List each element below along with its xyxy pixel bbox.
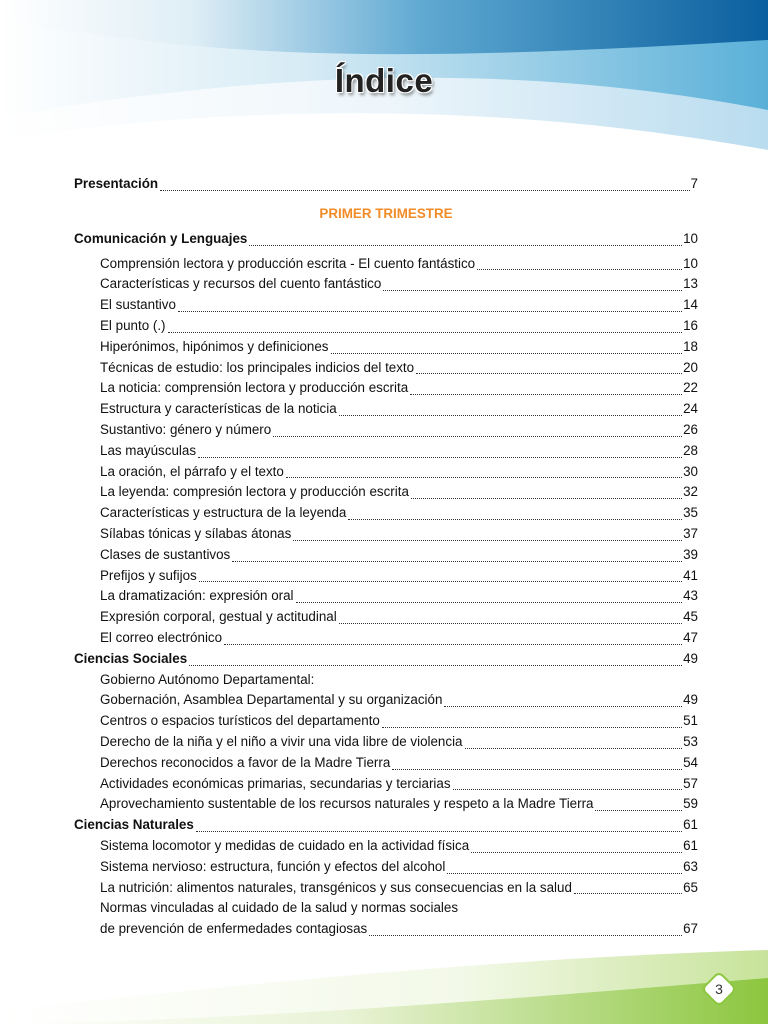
leader-dots — [339, 409, 682, 416]
toc-subentry-page: 32 — [683, 484, 698, 500]
leader-dots — [198, 451, 682, 458]
toc-subentry[interactable] — [74, 399, 698, 420]
toc-subentry[interactable] — [74, 690, 698, 711]
toc-subentry-page: 54 — [683, 754, 698, 770]
toc-entry-page: 61 — [683, 817, 698, 833]
leader-dots — [224, 638, 682, 645]
toc-entry-label: Ciencias Sociales — [74, 650, 188, 666]
toc-subentry-page: 61 — [683, 837, 698, 853]
toc-entry-label: Presentación — [74, 176, 159, 191]
toc-subentry-page: 67 — [683, 921, 698, 937]
leader-dots — [369, 929, 682, 936]
toc-subentry-page: 35 — [683, 505, 698, 521]
toc-subentry[interactable] — [74, 774, 698, 795]
toc-subentry-page: 57 — [683, 775, 698, 791]
toc-subentry-label: La dramatización: expresión oral — [100, 588, 294, 604]
toc-subentry[interactable] — [74, 878, 698, 899]
toc-subentry-label: Prefijos y sufijos — [100, 567, 197, 583]
leader-dots — [178, 305, 682, 312]
toc-subentry[interactable] — [74, 274, 698, 295]
toc-subentry[interactable] — [74, 254, 698, 275]
leader-dots — [411, 492, 682, 499]
toc-subentry[interactable] — [74, 628, 698, 649]
toc-subentry-page: 65 — [683, 879, 698, 895]
leader-dots — [286, 471, 682, 478]
toc-subentry[interactable] — [74, 420, 698, 441]
toc-subentry-label: Actividades económicas primarias, secundarias y terciarias — [100, 775, 451, 791]
toc-subentry-page: 49 — [683, 692, 698, 708]
toc-subentry-label: Derecho de la niña y el niño a vivir una vida libre de violencia — [100, 733, 463, 749]
toc-entry-page: 7 — [690, 176, 698, 191]
toc-subentry-label: Expresión corporal, gestual y actitudinal — [100, 609, 337, 625]
leader-dots — [296, 596, 683, 603]
leader-dots — [199, 575, 682, 582]
toc-subentry-page: 39 — [683, 546, 698, 562]
toc-subentry-label: El sustantivo — [100, 297, 176, 313]
leader-dots — [447, 867, 682, 874]
leader-dots — [574, 887, 682, 894]
toc-subentry-label: Gobernación, Asamblea Departamental y su organización — [100, 692, 443, 708]
leader-dots — [595, 804, 682, 811]
leader-dots — [410, 388, 682, 395]
toc-subentry-page: 43 — [683, 588, 698, 604]
toc-entry-page: 49 — [683, 650, 698, 666]
toc-subentry[interactable] — [74, 378, 698, 399]
toc-subentry-label: Sistema nervioso: estructura, función y efectos del alcohol — [100, 858, 446, 874]
toc-subentry-page: 51 — [683, 713, 698, 729]
leader-dots — [348, 513, 682, 520]
toc-subentry-page: 13 — [683, 276, 698, 292]
toc-subentry[interactable] — [74, 482, 698, 503]
toc-subentry-page: 30 — [683, 463, 698, 479]
toc-subentry-label: Sustantivo: género y número — [100, 421, 272, 437]
toc-subentry-label: La oración, el párrafo y el texto — [100, 463, 284, 479]
leader-dots — [416, 367, 682, 374]
leader-dots — [471, 846, 682, 853]
toc-subentry-page: 22 — [683, 380, 698, 396]
toc-subentry-label: de prevención de enfermedades contagiosas — [100, 921, 368, 937]
toc-entry-ciencias-sociales[interactable] — [74, 649, 698, 670]
toc-subentry-label: Técnicas de estudio: los principales indicios del texto — [100, 359, 415, 375]
toc-subentry[interactable] — [74, 316, 698, 337]
leader-dots — [444, 700, 682, 707]
toc-subentry[interactable] — [74, 566, 698, 587]
footer-wave-decoration — [0, 930, 768, 1024]
toc-subentry-label: Características y estructura de la leyenda — [100, 505, 347, 521]
toc-subentry-page: 18 — [683, 338, 698, 354]
toc-subentry-page: 63 — [683, 858, 698, 874]
toc-subentry-page: 47 — [683, 629, 698, 645]
toc-subentry[interactable] — [74, 337, 698, 358]
toc-subentry-label: Hiperónimos, hipónimos y definiciones — [100, 338, 329, 354]
toc-subheading-label: Gobierno Autónomo Departamental: — [100, 671, 315, 687]
toc-subentry-page: 16 — [683, 317, 698, 333]
toc-subentry-label: Derechos reconocidos a favor de la Madre Tierra — [100, 754, 391, 770]
toc-subentry-line1[interactable] — [74, 898, 698, 919]
toc-subentry-page: 20 — [683, 359, 698, 375]
toc-subentry[interactable] — [74, 586, 698, 607]
page-number: 3 — [715, 981, 723, 997]
leader-dots — [465, 742, 683, 749]
toc-subentry-label: La nutrición: alimentos naturales, transgénicos y sus consecuencias en la salud — [100, 879, 572, 895]
toc-subentry-page: 24 — [683, 401, 698, 417]
leader-dots — [196, 825, 682, 832]
leader-dots — [453, 783, 683, 790]
toc-entry-ciencias-naturales[interactable] — [74, 815, 698, 836]
toc-entry-label: Ciencias Naturales — [74, 817, 194, 833]
toc-subentry-label: Centros o espacios turísticos del departamento — [100, 713, 380, 729]
toc-subentry-label: Sílabas tónicas y sílabas átonas — [100, 525, 292, 541]
toc-subentry-page: 26 — [683, 421, 698, 437]
toc-subentry-label: El correo electrónico — [100, 629, 223, 645]
leader-dots — [339, 617, 682, 624]
toc-subentry[interactable] — [74, 732, 698, 753]
toc-subentry-label: La leyenda: compresión lectora y producción escrita — [100, 484, 409, 500]
toc-subentry[interactable] — [74, 794, 698, 815]
toc-subentry-page: 53 — [683, 733, 698, 749]
toc-subentry-page: 37 — [683, 525, 698, 541]
toc-subentry-page: 59 — [683, 796, 698, 812]
toc-subentry-label: La noticia: comprensión lectora y producción escrita — [100, 380, 409, 396]
toc-subentry[interactable] — [74, 524, 698, 545]
toc-subentry[interactable] — [74, 358, 698, 379]
toc-subentry-label: Clases de sustantivos — [100, 546, 231, 562]
toc-subentry-line2[interactable] — [74, 919, 698, 940]
toc-subheading — [74, 670, 698, 691]
toc-subentry-label: Sistema locomotor y medidas de cuidado en la actividad física — [100, 837, 470, 853]
toc-subentry-page: 14 — [683, 297, 698, 313]
toc-subentry-page: 10 — [683, 255, 698, 271]
toc-subentry-label: Características y recursos del cuento fantástico — [100, 276, 382, 292]
toc-subentry-label: Las mayúsculas — [100, 442, 197, 458]
leader-dots — [293, 534, 682, 541]
toc-entry-presentacion[interactable] — [74, 174, 698, 195]
toc-subentry-page: 45 — [683, 609, 698, 625]
toc-subentry-page: 41 — [683, 567, 698, 583]
page-title: Índice — [334, 62, 434, 99]
toc-subentry-label: Aprovechamiento sustentable de los recursos naturales y respeto a la Madre Tierra — [100, 796, 594, 812]
leader-dots — [160, 184, 689, 191]
toc-subentry[interactable] — [74, 441, 698, 462]
toc-subentry-label: Estructura y características de la noticia — [100, 401, 337, 417]
toc-subentry[interactable] — [74, 836, 698, 857]
leader-dots — [189, 659, 682, 666]
toc-subentry[interactable] — [74, 295, 698, 316]
toc-entry-comunicacion[interactable] — [74, 229, 698, 250]
toc-entry-label: Comunicación y Lenguajes — [74, 230, 248, 246]
leader-dots — [383, 284, 682, 291]
section-heading: PRIMER TRIMESTRE — [319, 205, 453, 221]
leader-dots — [249, 239, 682, 246]
toc-entry-page: 10 — [683, 230, 698, 246]
toc-subentry[interactable] — [74, 503, 698, 524]
toc-subentry[interactable] — [74, 607, 698, 628]
leader-dots — [477, 263, 682, 270]
toc-subentry-page: 28 — [683, 442, 698, 458]
toc-subentry[interactable] — [74, 462, 698, 483]
toc-subentry[interactable] — [74, 545, 698, 566]
toc-subentry-label: El punto (.) — [100, 317, 166, 333]
toc-subentry[interactable] — [74, 711, 698, 732]
leader-dots — [382, 721, 682, 728]
toc-subentry[interactable] — [74, 857, 698, 878]
leader-dots — [392, 763, 682, 770]
toc-subentry-label: Comprensión lectora y producción escrita - El cuento fantástico — [100, 255, 476, 271]
toc-subentry[interactable] — [74, 753, 698, 774]
leader-dots — [232, 555, 682, 562]
page-number-badge — [700, 970, 738, 1008]
leader-dots — [273, 430, 682, 437]
table-of-contents — [74, 174, 698, 940]
toc-subentry-label: Normas vinculadas al cuidado de la salud y normas sociales — [100, 900, 459, 916]
leader-dots — [168, 326, 683, 333]
leader-dots — [331, 347, 683, 354]
